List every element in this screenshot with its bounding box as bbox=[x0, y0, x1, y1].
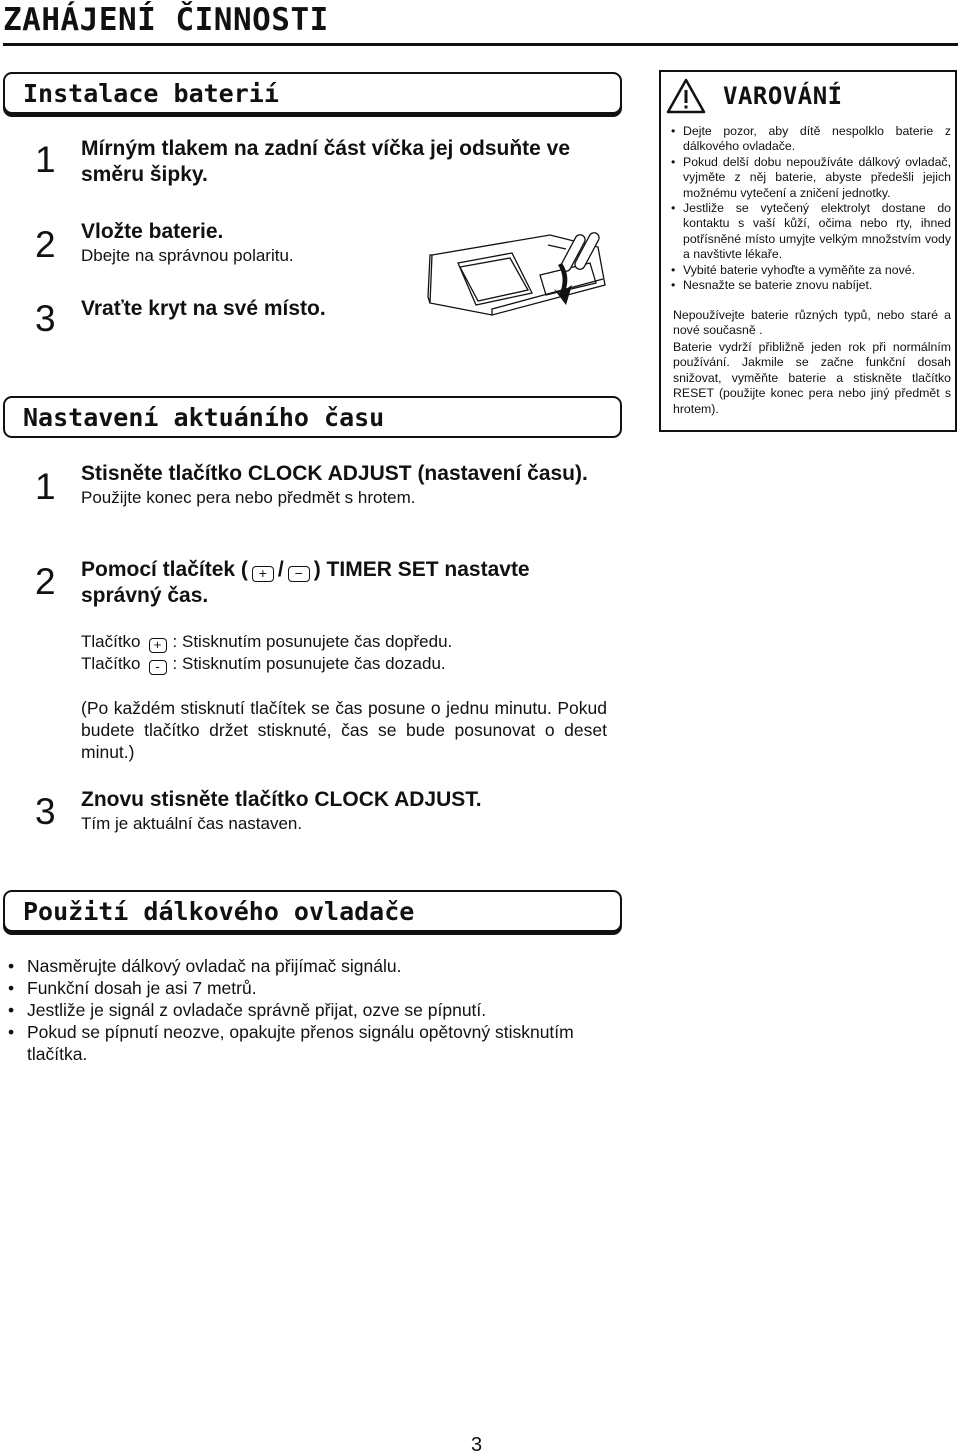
title-rule bbox=[3, 43, 958, 46]
battery-step-2-subtext: Dbejte na správnou polaritu. bbox=[81, 246, 294, 265]
section-title-clock-set: Nastavení aktuáního času bbox=[23, 403, 385, 432]
list-item: • Nasměrujte dálkový ovladač na přijímač signálu. bbox=[8, 955, 628, 977]
clock-step-3-text: Znovu stisněte tlačítko CLOCK ADJUST. bbox=[81, 788, 482, 811]
page-number: 3 bbox=[471, 1434, 483, 1456]
battery-step-1-number: 1 bbox=[35, 139, 56, 180]
battery-step-2-text: Vložte baterie. bbox=[81, 220, 224, 243]
warning-item: • Jestliže se vytečený elektrolyt dostane do kontaktu s vaší kůží, očima nebo rty, ihned potřísněné místo umyjte velkým množstvím vody a navštivte lékaře. bbox=[671, 201, 951, 263]
section-battery-install bbox=[3, 72, 622, 114]
warning-note-mixing: Nepoužívejte baterie různých typů, nebo staré a nové současně . bbox=[673, 308, 951, 338]
warning-item: • Dejte pozor, aby dítě nespolklo baterie z dálkového ovladače. bbox=[671, 124, 951, 155]
warning-list bbox=[671, 124, 951, 293]
minus-button-description: Tlačítko - : Stisknutím posunujete čas dozadu. bbox=[81, 654, 446, 674]
clock-step-3-number: 3 bbox=[35, 791, 56, 832]
battery-step-2-number: 2 bbox=[35, 224, 56, 265]
plus-button-icon: + bbox=[149, 638, 167, 653]
battery-step-3-text: Vraťte kryt na své místo. bbox=[81, 297, 326, 320]
section-title-battery-install: Instalace baterií bbox=[23, 79, 279, 108]
remote-usage-list bbox=[8, 955, 628, 1065]
battery-step-1-text: Mírným tlakem na zadní část víčka jej odsuňte ve směru šipky. bbox=[81, 137, 571, 186]
clock-step-2-note: (Po každém stisknutí tlačítek se čas posune o jednu minutu. Pokud budete tlačítko držet stisknuté, čas se bude posunovat o deset minut.) bbox=[81, 698, 607, 762]
warning-header bbox=[661, 72, 955, 120]
clock-step-1-text: Stisněte tlačítko CLOCK ADJUST (nastavení času). bbox=[81, 462, 588, 485]
list-item: • Funkční dosah je asi 7 metrů. bbox=[8, 977, 628, 999]
list-item: • Jestliže je signál z ovladače správně přijat, ozve se pípnutí. bbox=[8, 999, 628, 1021]
remote-battery-illustration bbox=[420, 225, 630, 325]
page-title: ZAHÁJENÍ ČINNOSTI bbox=[3, 2, 329, 38]
warning-item: • Vybité baterie vyhoďte a vyměňte za nové. bbox=[671, 263, 951, 278]
section-clock-set bbox=[3, 396, 622, 438]
warning-box bbox=[659, 70, 957, 432]
clock-step-3-subtext: Tím je aktuální čas nastaven. bbox=[81, 814, 303, 833]
clock-step-2-number: 2 bbox=[35, 561, 56, 602]
section-title-remote-usage: Použití dálkového ovladače bbox=[23, 897, 415, 926]
warning-item: • Pokud delší dobu nepoužíváte dálkový ovladač, vyjměte z něj baterie, abyste předešli jejich možnému vytečení a zničení jednotky. bbox=[671, 155, 951, 201]
warning-item: • Nesnažte se baterie znovu nabíjet. bbox=[671, 278, 951, 293]
minus-button-icon: − bbox=[288, 566, 310, 582]
plus-button-description: Tlačítko + : Stisknutím posunujete čas dopředu. bbox=[81, 632, 453, 652]
minus-button-icon: - bbox=[149, 660, 167, 675]
warning-triangle-icon bbox=[666, 78, 706, 114]
warning-title: VAROVÁNÍ bbox=[723, 82, 843, 110]
clock-step-1-number: 1 bbox=[35, 466, 56, 507]
section-remote-usage bbox=[3, 890, 622, 932]
clock-step-1-subtext: Použijte konec pera nebo předmět s hrotem. bbox=[81, 488, 416, 507]
warning-note-lifetime: Baterie vydrží přibližně jeden rok při normálním používání. Jakmile se začne funkční dosah snižovat, vyměňte baterie a stiskněte tlačítko RESET (použijte konec pera nebo jiný předmět s hrotem). bbox=[673, 340, 951, 416]
battery-step-3-number: 3 bbox=[35, 298, 56, 339]
plus-button-icon: + bbox=[252, 566, 274, 582]
clock-step-2-text: Pomocí tlačítek ( + / − ) TIMER SET nastavte správný čas. bbox=[81, 558, 530, 607]
list-item: • Pokud se pípnutí neozve, opakujte přenos signálu opětovný stisknutím tlačítka. bbox=[8, 1021, 628, 1065]
